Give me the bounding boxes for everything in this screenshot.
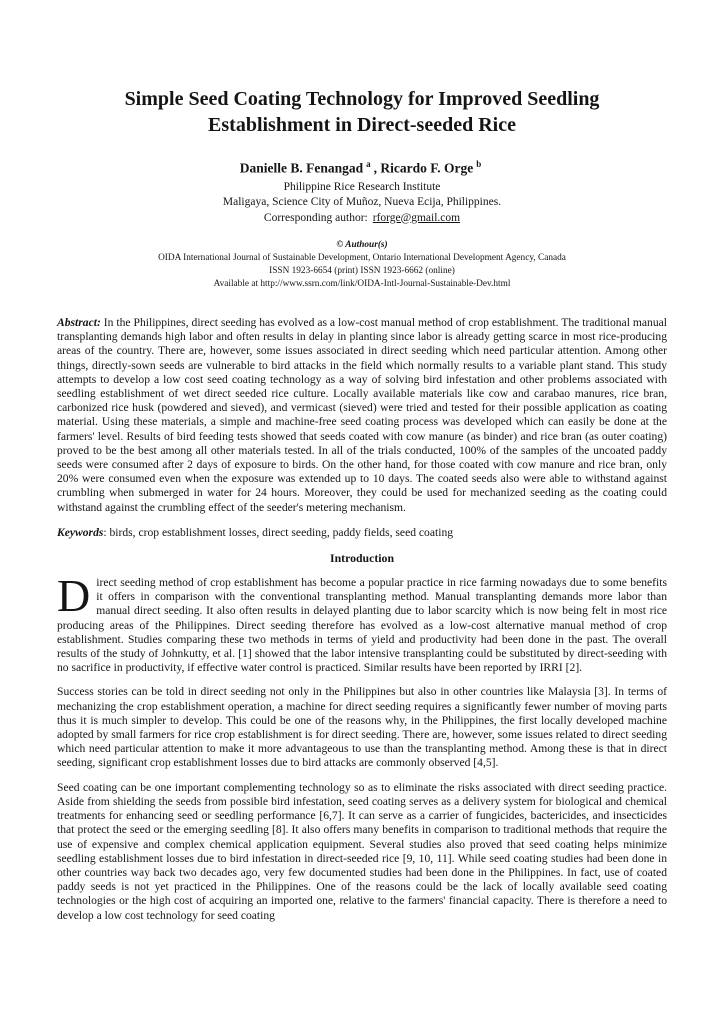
authors-separator: ,	[373, 160, 381, 176]
keywords-text: : birds, crop establishment losses, direct seeding, paddy fields, seed coating	[103, 525, 454, 539]
paper-title: Simple Seed Coating Technology for Improved Seedling Establishment in Direct-seeded Rice	[124, 88, 600, 136]
corresponding-author-label: Corresponding author:	[263, 211, 368, 224]
introduction-paragraph-1-text: irect seeding method of crop establishment has become a popular practice in rice farming nowadays due to some benefits it offers in comparison with the conventional transplanting method. Manual transplanting demands more labor than manual direct seeding. It also often results in delayed planting due to labor scarcity which is now being felt in most rice producing areas of the Philippines. Direct seeding therefore has evolved as a low-cost alternative manual method of crop establishment. Studies comparing these two methods in terms of yield and productivity had been done in the past. The overall results of the study of Johnkutty, et al. [1] showed that the labor intensive transplanting could be substituted by direct-seeding with no sacrifice in productivity, if effective water control is practiced. Similar results have been reported by IRRI [2].	[57, 576, 667, 675]
keywords-line	[57, 526, 667, 540]
abstract-paragraph	[57, 316, 667, 515]
author-1-affiliation-mark: a	[366, 159, 371, 169]
author-2-affiliation-mark: b	[476, 159, 482, 169]
author-1: Danielle B. Fenangad	[239, 160, 364, 176]
journal-imprint-block	[57, 239, 667, 291]
affiliation-institute: Philippine Rice Research Institute	[283, 180, 441, 193]
introduction-heading: Introduction	[329, 551, 395, 566]
journal-name-line: OIDA International Journal of Sustainable Development, Ontario International Development Agency, Canada	[158, 253, 566, 263]
keywords-label: Keywords	[57, 525, 104, 539]
abstract-label: Abstract:	[57, 316, 101, 329]
abstract-text: In the Philippines, direct seeding has evolved as a low-cost manual method of crop establishment. The traditional manual transplanting demands high labor and often results in delay in planting since labor is already getting scarce in most rice-producing areas of the country. There are, however, some issues associated in direct seeding which need particular attention. Among other things, directly-sown seeds are vulnerable to bird attacks in the field which normally results to a variable plant stand. This study attempts to develop a low cost seed coating technology as a way of solving bird infestation and other problems associated with seedling establishment of wet direct seeded rice culture. Locally available materials like cow and carabao manures, rice bran, carbonized rice husk (powdered and sieved), and vermicast (sieved) were tried and tested for their possible application as coating material. Using these materials, a simple and machine-free seed coating process was developed which can easily be done at the farmers' level. Results of bird feeding tests showed that seeds coated with cow manure (as binder) and rice bran (as outer coating) proved to be the best among all other materials tested. In all of the trials conducted, 100% of the samples of the uncoated paddy seeds were consumed after 2 days of exposure to birds. On the other hand, for those coated with cow manure and rice bran, only 20% were consumed even when the exposure was extended up to 10 days. The coated seeds also were able to withstand against crumbling when submerged in water for 24 hours. Moreover, they could be used for mechanized seeding as the coating could withstand against the crumbling effect of the seeder's metering mechanism.	[57, 316, 668, 514]
corresponding-author-line	[57, 211, 667, 227]
affiliation-block	[57, 180, 667, 227]
introduction-paragraph-2: Success stories can be told in direct seeding not only in the Philippines but also in other countries like Malaysia [3]. In terms of mechanizing the crop establishment operation, a machine for direct seeding requires a significantly fewer number of moving parts thus it is much simpler to develop. This could be one of the reasons why, in the Philippines, the first locally developed machine adopted by small farmers for rice crop establishment is for direct seeding. There are, however, some issues related to direct seeding which need particular attention to make it more advantageous to use than the transplanting method. Among these is that in direct seeding, significant crop establishment losses due to bird attacks are commonly observed [4,5].	[57, 685, 667, 770]
author-2: Ricardo F. Orge	[380, 160, 474, 176]
corresponding-author-email-link[interactable]: rforge@gmail.com	[372, 211, 461, 224]
issn-line: ISSN 1923-6654 (print) ISSN 1923-6662 (online)	[269, 266, 455, 276]
introduction-paragraph-1	[57, 570, 667, 675]
drop-cap: D	[57, 570, 91, 622]
copyright-notice: © Authour(s)	[336, 240, 388, 250]
introduction-paragraph-3: Seed coating can be one important complementing technology so as to eliminate the risks associated with direct seeding practice. Aside from shielding the seeds from possible bird infestation, seed coating serves as a delivery system for biological and chemical treatments for enhancing seed or seedling performance [6,7]. It can serve as a carrier of fungicides, bactericides, and insecticides that protect the seed or the emerging seedling [8]. It also offers many benefits in comparison to traditional methods that require the use of expensive and complex chemical application equipment. Several studies also proved that seed coating helps minimize seedling establishment losses due to bird infestation in direct-seeded rice [9, 10, 11]. While seed coating studies had been done in other countries way back two decades ago, very few documented studies had been done in the Philippines. In fact, use of coated paddy seeds is not yet practiced in the Philippines. One of the reasons could be the lack of locally available seed coating technologies or the high cost of acquiring an imported one, relative to the farmers' financial capacity. There is therefore a need to develop a low cost technology for seed coating	[57, 780, 667, 922]
affiliation-address: Maligaya, Science City of Muñoz, Nueva Ecija, Philippines.	[222, 196, 502, 208]
availability-url-line: Available at http://www.ssrn.com/link/OIDA-Intl-Journal-Sustainable-Dev.html	[213, 279, 511, 289]
authors-line	[57, 159, 667, 177]
